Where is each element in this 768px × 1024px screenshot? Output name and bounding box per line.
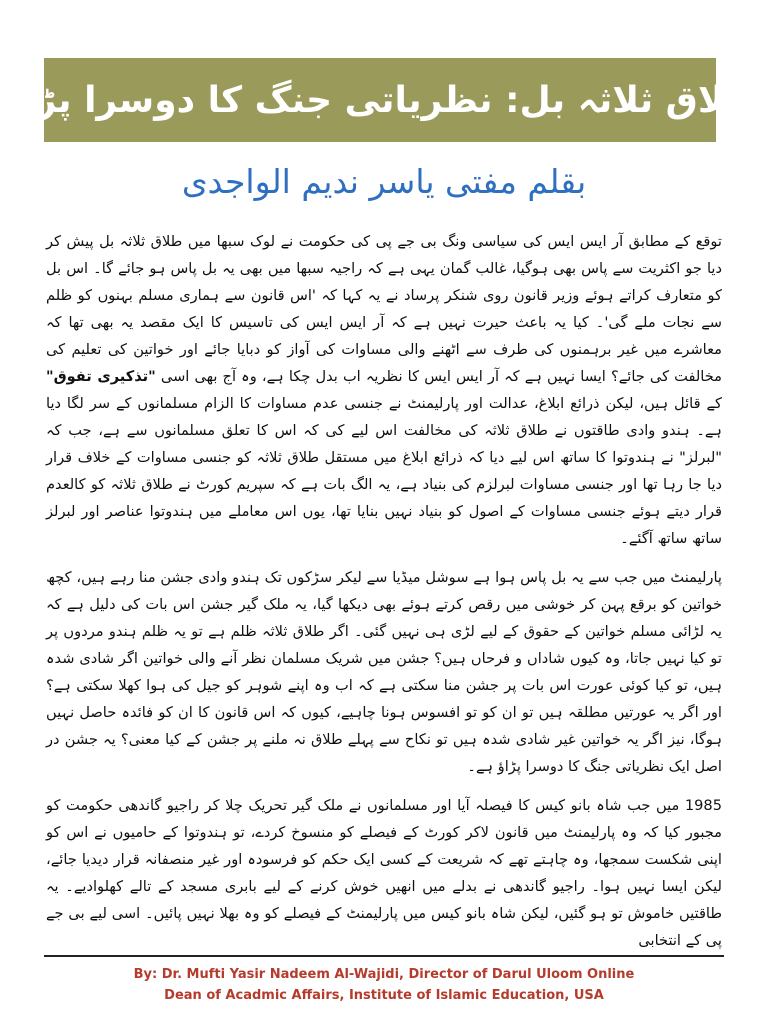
footer [0, 964, 768, 1006]
article-body [46, 228, 722, 966]
paragraph-1-lead: توقع کے مطابق آر ایس ایس کی سیاسی ونگ بی جے پی کی حکومت نے لوک سبھا میں طلاق ثلاثہ بل پیش کر دیا جو اکثریت سے پاس بھی ہوگیا، غالب گمان یہی ہے کہ راجیہ سبھا میں بھی یہ بل پاس ہو جائے گا۔ اس بل کو متعارف کراتے ہوئے وزیر قانون روی شنکر پرساد نے یہ کہا کہ 'اس قانون سے ہماری مسلم بہنوں کو ظلم سے نجات ملے گی'۔ کیا یہ باعث حیرت نہیں ہے کہ آر ایس ایس کی تاسیس کا ایک مقصد یہ بھی تھا کہ معاشرے میں غیر برہمنوں کی طرف سے اٹھنے والی مساوات کی آواز کو دبایا جائے اور خواتین کی تعلیم کی مخالفت کی جائے؟ ایسا نہیں ہے کہ آر ایس ایس کا نظریہ اب بدل چکا ہے، وہ آج بھی اسی [46, 233, 722, 385]
footer-author-line: By: Dr. Mufti Yasir Nadeem Al-Wajidi, Director of Darul Uloom Online [133, 967, 635, 982]
paragraph-2: پارلیمنٹ میں جب سے یہ بل پاس ہوا ہے سوشل میڈیا سے لیکر سڑکوں تک ہندو وادی جشن منا رہے ہیں، کچھ خواتین کو برقع پہن کر خوشی میں رقص کرتے ہوئے بھی دیکھا گیا، یہ ملک گیر جشن اس بات کی دلیل ہے کہ یہ لڑائی مسلم خواتین کے حقوق کے لیے لڑی ہی نہیں گئی۔ اگر طلاق ثلاثہ ظلم ہے تو یہ ظلم ہندو مردوں پر تو کیا نہیں جاتا، وہ کیوں شاداں و فرحاں ہیں؟ جشن میں شریک مسلمان نظر آنے والی خواتین اگر شادی شدہ ہیں، تو کیا کوئی عورت اس بات پر جشن منا سکتی ہے کہ اب وہ اپنے شوہر کو جیل کی ہوا کھلا سکتی ہے؟ اور اگر یہ عورتیں مطلقہ ہیں تو ان کو تو افسوس ہونا چاہیے، کیوں کہ اس قانون کا ان کو فائدہ حاصل نہیں ہوگا، نیز اگر یہ خواتین غیر شادی شدہ ہیں تو نکاح سے پہلے طلاق نہ ملنے پر جشن کے کیا معنی؟ یہ جشن در اصل ایک نظریاتی جنگ کا دوسرا پڑاؤ ہے۔ [46, 569, 722, 775]
paragraph-3: 1985 میں جب شاہ بانو کیس کا فیصلہ آیا اور مسلمانوں نے ملک گیر تحریک چلا کر راجیو گاندھی حکومت کو مجبور کیا کہ وہ پارلیمنٹ میں قانون لاکر کورٹ کے فیصلے کو منسوخ کردے، تو ہندوتوا کے حامیوں نے اس کو اپنی شکست سمجھا، وہ چاہتے تھے کہ شریعت کے کسی ایک حکم کو فرسودہ اور غیر منصفانہ قرار دیدیا جائے، لیکن ایسا نہیں ہوا۔ راجیو گاندھی نے بدلے میں انھیں خوش کرنے کے لیے بابری مسجد کے تالے کھلوادیے۔ یہ طاقتیں خاموش تو ہو گئیں، لیکن شاہ بانو کیس میں پارلیمنٹ کے فیصلے کو وہ بھلا نہیں پائیں۔ اسی لیے بی جے پی کے انتخابی [46, 797, 722, 949]
footer-affiliation-line: Dean of Acadmic Affairs, Institute of Islamic Education, USA [164, 988, 604, 1003]
paragraph-1-rest: کے قائل ہیں، لیکن ذرائع ابلاغ، عدالت اور پارلیمنٹ نے جنسی عدم مساوات کا الزام مسلمانوں کے سر لگا دیا ہے۔ ہندو وادی طاقتوں نے طلاق ثلاثہ کی مخالفت اس لیے کی کہ اس کا تعلق مسلمانوں سے ہے، جب کہ "لبرلز" نے ہندوتوا کا ساتھ اس لیے دیا کہ ذرائع ابلاغ میں مستقل طلاق ثلاثہ کو جنسی مساوات کے خلاف قرار دیا جا رہا تھا اور جنسی مساوات لبرلزم کی بنیاد ہے، یہ الگ بات ہے کہ سپریم کورٹ نے طلاق ثلاثہ کو کالعدم قرار دیتے ہوئے جنسی مساوات کے اصول کو بنیاد نہیں بنایا تھا، یوں اس معاملے میں ہندوتوا عناصر اور لبرلز ساتھ ساتھ آگئے۔ [46, 395, 722, 547]
author-byline: بقلم مفتی یاسر ندیم الواجدی [181, 162, 587, 201]
keyword-highlight: "تذکیری تفوق" [46, 368, 156, 385]
title-banner [0, 58, 760, 142]
paragraph-1 [46, 228, 722, 552]
article-title: طلاق ثلاثہ بل: نظریاتی جنگ کا دوسرا پڑاؤ [0, 79, 760, 121]
footer-divider [44, 955, 724, 957]
